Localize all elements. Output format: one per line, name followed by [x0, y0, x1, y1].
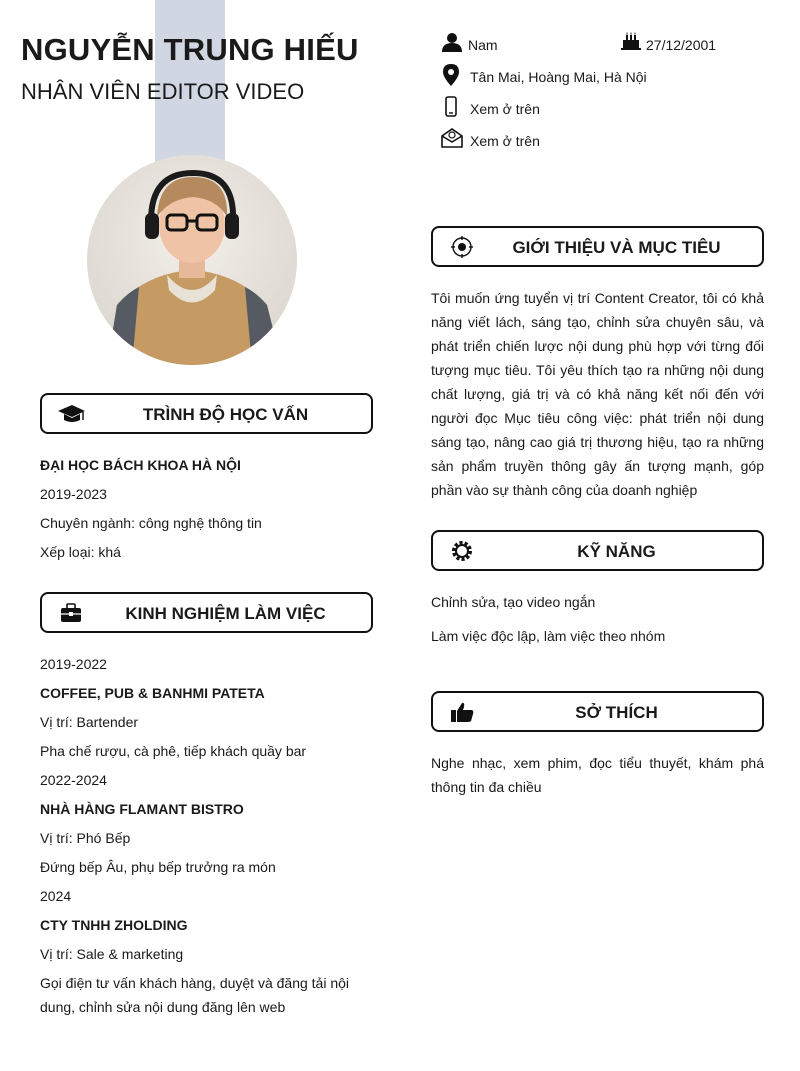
briefcase-icon — [57, 602, 85, 624]
gear-icon — [448, 540, 476, 562]
job-years: 2024 — [40, 888, 72, 904]
job-title: NHÂN VIÊN EDITOR VIDEO — [21, 79, 305, 104]
skill-item: Làm việc độc lập, làm việc theo nhóm — [431, 628, 666, 644]
experience-title: KINH NGHIỆM LÀM VIỆC — [125, 604, 326, 623]
contact-gender — [441, 32, 611, 56]
education-major: Chuyên ngành: công nghệ thông tin — [40, 515, 262, 531]
contact-email — [441, 128, 641, 152]
job-position: Vị trí: Sale & marketing — [40, 946, 184, 962]
email-value: Xem ở trên — [470, 133, 540, 149]
hobbies-section-header — [431, 691, 764, 732]
skills-section-header — [431, 530, 764, 571]
graduation-cap-icon — [57, 403, 85, 425]
contact-address — [441, 64, 771, 88]
target-icon — [448, 236, 476, 258]
skill-item: Chỉnh sửa, tạo video ngắn — [431, 594, 596, 610]
cake-icon — [621, 32, 641, 50]
contact-phone — [441, 96, 641, 120]
hobbies-title: SỞ THÍCH — [575, 703, 658, 722]
phone-value: Xem ở trên — [470, 101, 540, 117]
objective-title: GIỚI THIỆU VÀ MỤC TIÊU — [512, 238, 721, 257]
objective-section-header — [431, 226, 764, 267]
education-title: TRÌNH ĐỘ HỌC VẤN — [142, 405, 309, 424]
gender-value: Nam — [468, 37, 498, 53]
job-company: NHÀ HÀNG FLAMANT BISTRO — [40, 801, 244, 817]
avatar-illustration — [87, 155, 297, 365]
address-value: Tân Mai, Hoàng Mai, Hà Nội — [470, 69, 647, 85]
job-years: 2022-2024 — [40, 772, 107, 788]
birthdate-value: 27/12/2001 — [646, 37, 717, 53]
job-position: Vị trí: Phó Bếp — [40, 830, 131, 846]
job-description: Đứng bếp Âu, phụ bếp trưởng ra món — [40, 859, 276, 875]
job-company: CTY TNHH ZHOLDING — [40, 917, 188, 933]
contact-birthdate — [621, 32, 771, 56]
skills-title: KỸ NĂNG — [577, 542, 656, 561]
job-description: Gọi điện tư vấn khách hàng, duyệt và đăng tải nội dung, chỉnh sửa nội dung đăng lên web — [40, 975, 350, 1015]
experience-section-header — [40, 592, 373, 633]
job-years: 2019-2022 — [40, 656, 107, 672]
job-company: COFFEE, PUB & BANHMI PATETA — [40, 685, 265, 701]
candidate-name: NGUYỄN TRUNG HIẾU — [21, 32, 359, 67]
education-years: 2019-2023 — [40, 486, 107, 502]
job-description: Pha chế rượu, cà phê, tiếp khách quầy bar — [40, 743, 307, 759]
profile-photo — [87, 155, 297, 365]
location-pin-icon — [443, 64, 459, 86]
email-envelope-icon — [441, 128, 463, 148]
hobbies-text: Nghe nhạc, xem phim, đọc tiểu thuyết, khám phá thông tin đa chiều — [431, 755, 764, 795]
thumbs-up-icon — [448, 701, 476, 723]
job-position: Vị trí: Bartender — [40, 714, 139, 730]
education-grade: Xếp loại: khá — [40, 544, 121, 560]
education-section-header — [40, 393, 373, 434]
person-icon — [441, 32, 463, 52]
education-school: ĐẠI HỌC BÁCH KHOA HÀ NỘI — [40, 457, 241, 473]
objective-text: Tôi muốn ứng tuyển vị trí Content Creator, tôi có khả năng viết lách, sáng tạo, chỉnh sửa chuyên sâu, và phát triển chiến lược nội dung phù hợp với từng đối tượng mục tiêu. Tôi yêu thích tạo ra những nội dung chất lượng, giá trị và có khả năng kết nối đến với người đọc Mục tiêu công việc: phát triển nội dung sáng tạo, nâng cao giá trị thương hiệu, tạo ra những sản phẩm truyền thông gây ấn tượng mạnh, góp phần vào sự thành công của doanh nghiệp — [431, 290, 764, 498]
phone-icon — [445, 96, 457, 117]
